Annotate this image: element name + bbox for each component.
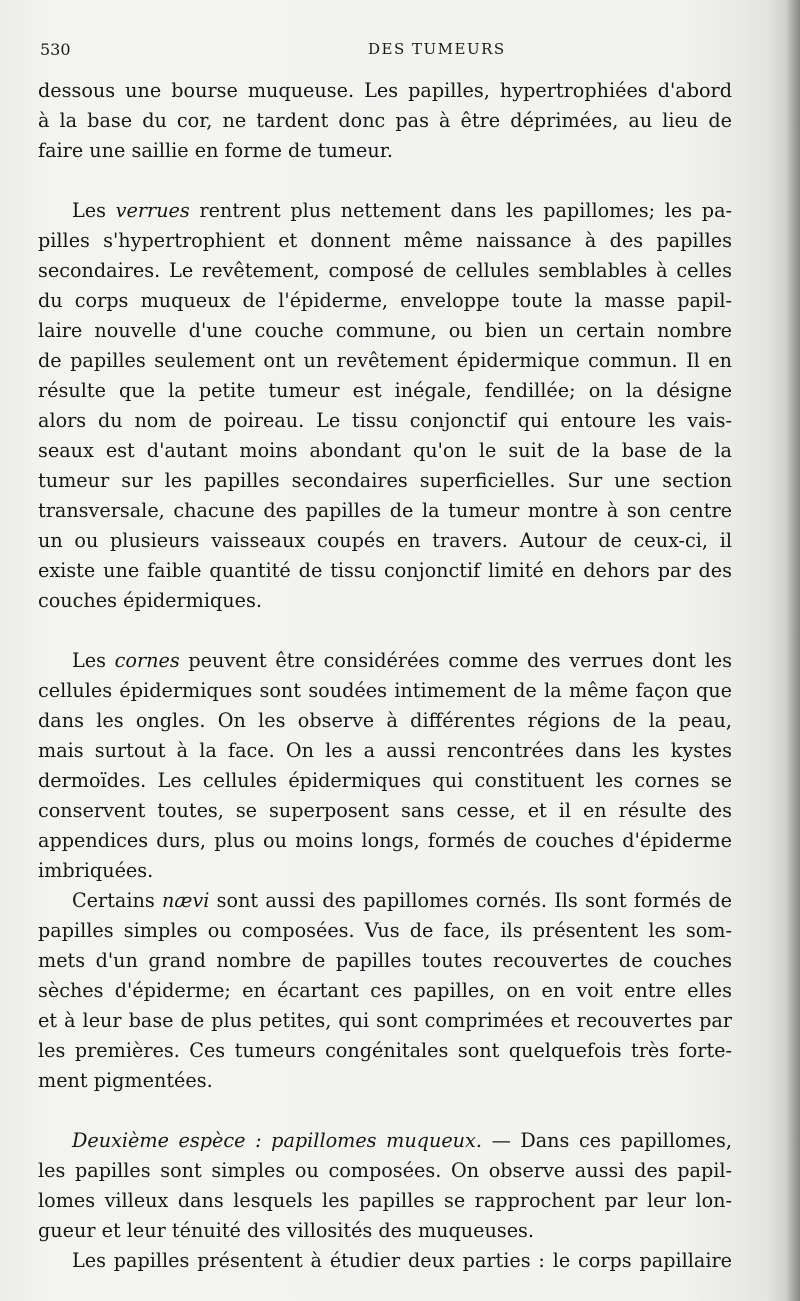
text-line: les papilles sont simples ou composées. On observe aussi des papil-: [38, 1159, 732, 1182]
text-line: du corps muqueux de l'épiderme, enveloppe toute la masse papil-: [38, 289, 732, 312]
text-line: mets d'un grand nombre de papilles toutes recouvertes de couches: [38, 949, 732, 972]
text-line: ment pigmentées.: [38, 1069, 213, 1092]
running-head: DES TUMEURS: [368, 40, 506, 58]
text-line: couches épidermiques.: [38, 589, 262, 612]
term-verrues: verrues: [115, 199, 190, 222]
text-line: seaux est d'autant moins abondant qu'on le suit de la base de la: [38, 439, 732, 462]
paragraph-continuation: [38, 76, 732, 166]
text-line: à la base du cor, ne tardent donc pas à être déprimées, au lieu de: [38, 109, 732, 132]
text-line: tumeur sur les papilles secondaires superficielles. Sur une section: [38, 469, 732, 492]
paragraph-cornes: [38, 646, 732, 886]
text-line: un ou plusieurs vaisseaux coupés en travers. Autour de ceux-ci, il: [38, 529, 732, 552]
paragraph-papilles: [38, 1246, 732, 1276]
text-line: de papilles seulement ont un revêtement épidermique commun. Il en: [38, 349, 732, 372]
text-line: imbriquées.: [38, 859, 154, 882]
text-line: et à leur base de plus petites, qui sont comprimées et recouvertes par: [38, 1009, 732, 1032]
text-line: papilles simples ou composées. Vus de face, ils présentent les som-: [38, 919, 732, 942]
text-line: dessous une bourse muqueuse. Les papilles, hypertrophiées d'abord: [38, 79, 732, 102]
text-line: laire nouvelle d'une couche commune, ou bien un certain nombre: [38, 319, 732, 342]
text-line: les premières. Ces tumeurs congénitales sont quelquefois très forte-: [38, 1039, 732, 1062]
text-line: résulte que la petite tumeur est inégale, fendillée; on la désigne: [38, 379, 732, 402]
paragraph-naevi: [38, 886, 732, 1096]
page-binding-shadow: [786, 0, 800, 1301]
text-line: gueur et leur ténuité des villosités des muqueuses.: [38, 1219, 535, 1242]
text-line: Les papilles présentent à étudier deux parties : le corps papillaire: [72, 1249, 732, 1272]
term-cornes: cornes: [114, 649, 180, 672]
section-heading-deuxieme-espece: Deuxième espèce : papillomes muqueux.: [72, 1129, 482, 1152]
text-line: dermoïdes. Les cellules épidermiques qui constituent les cornes se: [38, 769, 732, 792]
text-line: Deuxième espèce : papillomes muqueux. — Dans ces papillomes,: [72, 1129, 732, 1152]
text-line: alors du nom de poireau. Le tissu conjonctif qui entoure les vais-: [38, 409, 732, 432]
body-text: [38, 76, 732, 1276]
text-line: existe une faible quantité de tissu conjonctif limité en dehors par des: [38, 559, 732, 582]
text-line: transversale, chacune des papilles de la tumeur montre à son centre: [38, 499, 732, 522]
paragraph-papillomes-muqueux: [38, 1126, 732, 1246]
text-line: pilles s'hypertrophient et donnent même naissance à des papilles: [38, 229, 732, 252]
text-line: Les cornes peuvent être considérées comme des verrues dont les: [72, 649, 732, 672]
term-naevi: nævi: [162, 889, 210, 912]
text-line: lomes villeux dans lesquels les papilles se rapprochent par leur lon-: [38, 1189, 732, 1212]
text-line: conservent toutes, se superposent sans cesse, et il en résulte des: [38, 799, 732, 822]
text-line: dans les ongles. On les observe à différentes régions de la peau,: [38, 709, 732, 732]
text-line: sèches d'épiderme; en écartant ces papilles, on en voit entre elles: [38, 979, 732, 1002]
text-line: Les verrues rentrent plus nettement dans les papillomes; les pa-: [72, 199, 732, 222]
page-header: [40, 40, 740, 64]
text-line: secondaires. Le revêtement, composé de cellules semblables à celles: [38, 259, 732, 282]
text-line: cellules épidermiques sont soudées intimement de la même façon que: [38, 679, 732, 702]
page-number: 530: [40, 40, 71, 59]
text-line: faire une saillie en forme de tumeur.: [38, 139, 393, 162]
text-line: Certains nævi sont aussi des papillomes cornés. Ils sont formés de: [72, 889, 732, 912]
paragraph-verrues: [38, 196, 732, 616]
text-line: mais surtout à la face. On les a aussi rencontrées dans les kystes: [38, 739, 732, 762]
text-line: appendices durs, plus ou moins longs, formés de couches d'épiderme: [38, 829, 732, 852]
